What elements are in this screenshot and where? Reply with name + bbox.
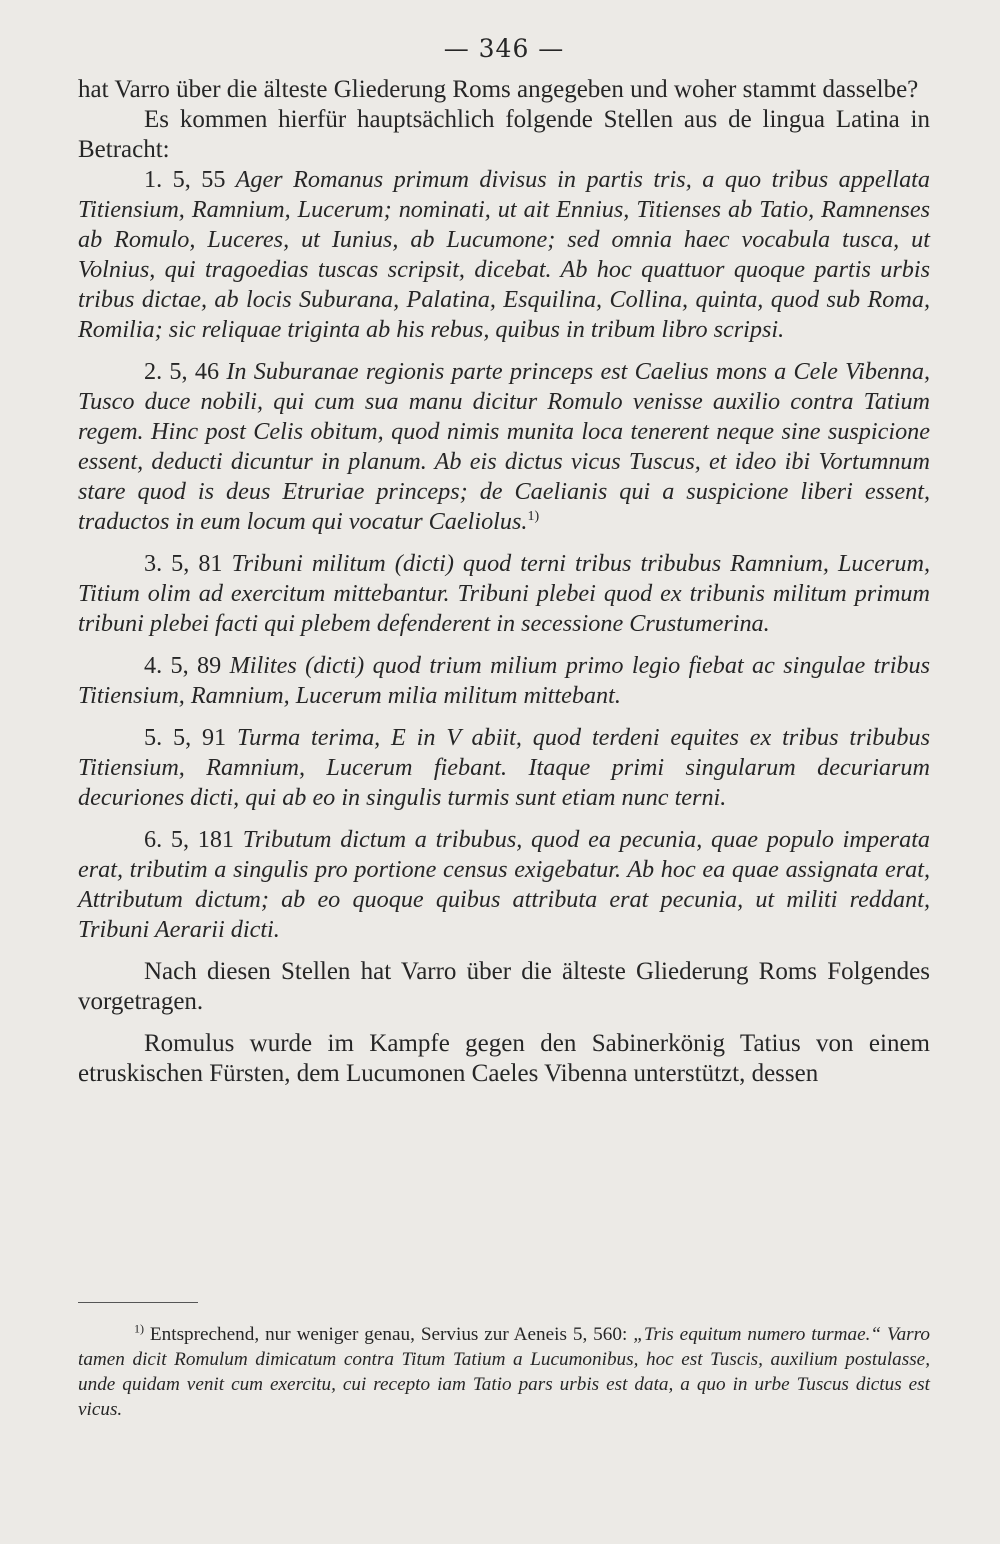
passage-1 — [78, 165, 930, 345]
passage-6 — [78, 825, 930, 945]
footnote — [78, 1322, 930, 1422]
passage-3 — [78, 549, 930, 639]
passage-ref: 4. 5, 89 — [144, 652, 222, 679]
outro-paragraph-2: Romulus wurde im Kampfe gegen den Sabinerkönig Tatius von einem etruskischen Fürsten, dem Lucumonen Caeles Vibenna unterstützt, dessen — [78, 1030, 930, 1087]
intro-paragraph-1: hat Varro über die älteste Gliederung Roms angegeben und woher stammt dasselbe? — [78, 76, 919, 103]
passage-ref: 2. 5, 46 — [144, 358, 220, 385]
footnote-mark: 1) — [134, 1321, 144, 1336]
footnote-divider — [78, 1302, 198, 1303]
passage-text: In Suburanae regionis parte princeps est Caelius mons a Cele Vibenna, Tusco duce nobili, qui cum sua manu dicitur Romulo venisse auxilio contra Tatium regem. Hinc post Celis obitum, quod nimis munita loca tenerent neque sine suspicione essent, deducti dicuntur in planum. Ab eis dictus vicus Tuscus, et ideo ibi Vortumnum stare quod is deus Etruriae princeps; de Caelianis qui a suspicione liberi essent, traductos in eum locum qui vocatur Caeliolus. — [78, 358, 931, 535]
footnote-lead: Entsprechend, nur weniger genau, Servius zur Aeneis 5, 560: — [149, 1324, 628, 1345]
passage-ref: 3. 5, 81 — [144, 550, 223, 577]
footnote-quote: „Tris equitum numero turmae.“ Varro tamen dicit Romulum dimicatum contra Titum Tatium a Lucumonibus, hoc est Tuscis, auxilium postulasse, unde quidam venit cum exercitu, cui recepto iam Tatio pars urbis est data, a quo in urbe Tuscus dictus est vicus. — [78, 1324, 931, 1420]
page-number: — 346 — — [443, 34, 565, 63]
footnote-reference[interactable]: 1) — [527, 508, 540, 524]
passage-4 — [78, 651, 930, 711]
passage-text: Milites (dicti) quod trium milium primo legio fiebat ac singulae tribus Titiensium, Ramnium, Lucerum milia militum mittebant. — [78, 652, 931, 709]
passage-text: Tributum dictum a tribubus, quod ea pecunia, quae populo imperata erat, tributim a singulis pro portione census exigebatur. Ab hoc ea quae assignata erat, Attributum dictum; ab eo quoque quibus attributa erat pecunia, ut militi reddant, Tribuni Aerarii dicti. — [78, 826, 931, 943]
outro-paragraph-1: Nach diesen Stellen hat Varro über die älteste Gliederung Roms Folgendes vorgetragen. — [78, 958, 930, 1015]
passage-5 — [78, 723, 930, 813]
passage-text: Tribuni militum (dicti) quod terni tribus tribubus Ramnium, Lucerum, Titium olim ad exercitum mittebantur. Tribuni plebei quod ex tribunis militum primum tribuni plebei facti qui plebem defenderent in secessione Crustumerina. — [78, 550, 930, 637]
passage-ref: 5. 5, 91 — [144, 724, 227, 751]
passage-ref: 6. 5, 181 — [144, 826, 235, 853]
passage-2 — [78, 357, 930, 537]
intro-paragraph-2: Es kommen hierfür hauptsächlich folgende Stellen aus de lingua Latina in Betracht: — [78, 106, 930, 163]
passage-text: Turma terima, E in V abiit, quod terdeni equites ex tribus tribubus Titiensium, Ramnium, Lucerum fiebant. Itaque primi singularum decuriarum decuriones dicti, qui ab eo in singulis turmis sunt etiam nunc terni. — [78, 724, 930, 811]
passage-text: Ager Romanus primum divisus in partis tris, a quo tribus appellata Titiensium, Ramnium, Lucerum; nominati, ut ait Ennius, Titienses ab Tatio, Ramnenses ab Romulo, Luceres, ut Iunius, ab Lucumone; sed omnia haec vocabula tusca, ut Volnius, qui tragoedias tuscas scripsit, dicebat. Ab hoc quattuor quoque partis urbis tribus dictae, ab locis Suburana, Palatina, Esquilina, Collina, quinta, quod sub Roma, Romilia; sic reliquae triginta ab his rebus, quibus in tribum libro scripsi. — [78, 166, 930, 343]
passage-ref: 1. 5, 55 — [144, 166, 226, 193]
